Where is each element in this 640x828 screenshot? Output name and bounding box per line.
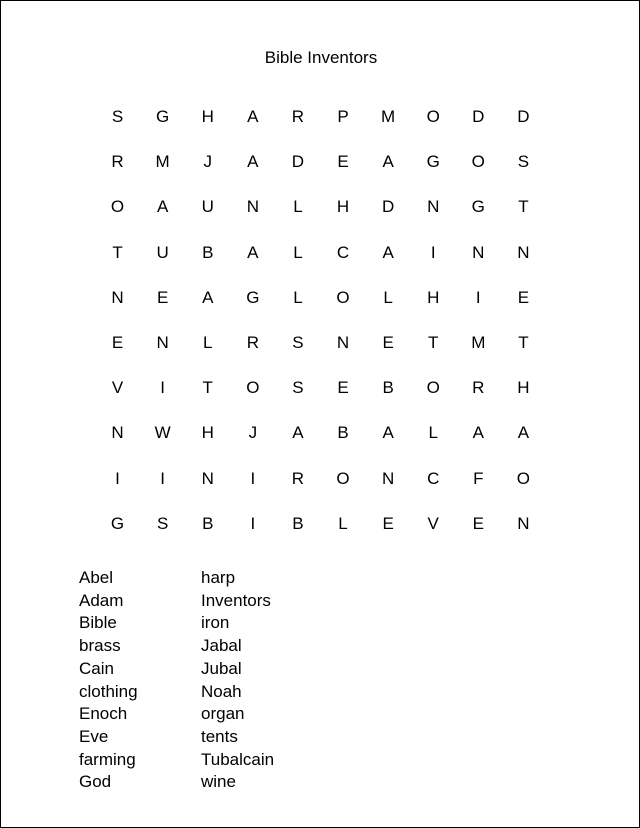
- word-list-item: God: [79, 772, 112, 792]
- grid-letter: N: [201, 468, 214, 488]
- word-list-item: Adam: [79, 590, 124, 610]
- grid-letter: J: [248, 423, 258, 443]
- grid-letter: D: [472, 107, 485, 126]
- grid-letter: C: [336, 242, 350, 262]
- word-list-item: Jubal: [201, 658, 242, 678]
- grid-letter: E: [517, 287, 530, 307]
- grid-letter: E: [382, 513, 394, 533]
- grid-letter: B: [202, 513, 214, 533]
- grid-letter: D: [291, 152, 305, 172]
- grid-letter: E: [382, 332, 394, 352]
- grid-letter: S: [111, 107, 124, 126]
- word-list-item: tents: [201, 726, 238, 746]
- word-list-column-1: [79, 567, 138, 794]
- grid-letter: S: [517, 152, 530, 172]
- grid-letter: A: [382, 242, 394, 262]
- grid-letter: L: [338, 513, 348, 533]
- grid-letter: D: [517, 107, 530, 126]
- grid-letter: E: [337, 152, 349, 172]
- word-list-column-2: [201, 567, 274, 794]
- grid-letter: E: [111, 332, 124, 352]
- word-list-item: Cain: [79, 658, 114, 678]
- grid-letter: E: [156, 287, 169, 307]
- word-list-item: Inventors: [201, 590, 271, 610]
- word-list-item: Abel: [79, 568, 114, 587]
- grid-letter: M: [155, 152, 170, 172]
- grid-letter: P: [337, 107, 349, 126]
- grid-letter: B: [202, 242, 214, 262]
- grid-letter: N: [336, 332, 350, 352]
- grid-letter: I: [250, 513, 256, 533]
- grid-letter: B: [337, 423, 349, 443]
- grid-letter: L: [293, 197, 303, 217]
- word-list-item: iron: [201, 613, 230, 633]
- word-list-item: Bible: [79, 613, 117, 633]
- grid-letter: H: [517, 378, 530, 398]
- grid-letter: H: [427, 287, 440, 307]
- grid-letter: I: [160, 468, 165, 488]
- grid-letter: A: [202, 287, 214, 307]
- grid-letter: H: [201, 423, 214, 443]
- grid-letter: L: [203, 332, 213, 352]
- grid-letter: W: [154, 423, 171, 443]
- grid-letter: A: [517, 423, 530, 443]
- grid-letter: I: [475, 287, 481, 307]
- grid-letter: O: [110, 197, 125, 217]
- word-list-item: clothing: [79, 681, 138, 701]
- grid-letter: S: [156, 513, 169, 533]
- grid-letter: E: [337, 378, 349, 398]
- grid-letter: N: [156, 332, 169, 352]
- grid-letter: O: [516, 468, 530, 488]
- grid-letter: R: [111, 152, 124, 172]
- word-list-item: Jabal: [201, 636, 242, 656]
- grid-letter: O: [336, 287, 350, 307]
- grid-letter: B: [382, 378, 394, 398]
- letter-grid: [95, 105, 546, 557]
- grid-letter: S: [292, 378, 304, 398]
- grid-letter: N: [517, 513, 530, 533]
- word-list-item: farming: [79, 749, 136, 769]
- word-list-item: Enoch: [79, 704, 128, 724]
- grid-letter: G: [471, 197, 485, 217]
- grid-letter: E: [472, 513, 484, 533]
- grid-letter: O: [471, 152, 485, 172]
- grid-letter: N: [381, 468, 395, 488]
- grid-letter: M: [381, 107, 396, 126]
- grid-letter: R: [472, 378, 485, 398]
- grid-letter: I: [160, 378, 165, 398]
- grid-letter: M: [471, 332, 486, 352]
- grid-letter: O: [246, 378, 260, 398]
- word-list-item: Noah: [201, 681, 242, 701]
- grid-letter: F: [473, 468, 484, 488]
- grid-letter: C: [427, 468, 440, 488]
- grid-letter: A: [247, 152, 259, 172]
- grid-letter: G: [110, 513, 125, 533]
- word-list-item: wine: [201, 772, 236, 792]
- grid-letter: S: [292, 332, 304, 352]
- grid-letter: V: [111, 378, 124, 398]
- grid-letter: L: [428, 423, 438, 443]
- word-list-item: harp: [201, 568, 236, 587]
- grid-letter: I: [115, 468, 120, 488]
- grid-letter: A: [382, 152, 394, 172]
- grid-letter: A: [156, 197, 169, 217]
- grid-letter: L: [383, 287, 393, 307]
- grid-letter: N: [517, 242, 530, 262]
- grid-letter: H: [201, 107, 214, 126]
- grid-letter: A: [292, 423, 304, 443]
- grid-letter: T: [518, 197, 529, 217]
- grid-letter: A: [247, 107, 259, 126]
- grid-letter: V: [427, 513, 439, 533]
- grid-letter: L: [293, 287, 303, 307]
- grid-letter: G: [156, 107, 170, 126]
- page-title: Bible Inventors: [264, 48, 378, 67]
- grid-letter: L: [293, 242, 303, 262]
- grid-letter: I: [430, 242, 436, 262]
- grid-letter: A: [472, 423, 484, 443]
- grid-letter: D: [381, 197, 395, 217]
- grid-letter: T: [428, 332, 439, 352]
- grid-letter: O: [426, 107, 440, 126]
- grid-letter: B: [292, 513, 304, 533]
- word-list-item: Eve: [79, 726, 109, 746]
- grid-letter: G: [246, 287, 260, 307]
- grid-letter: I: [250, 468, 256, 488]
- grid-letter: A: [247, 242, 259, 262]
- grid-letter: N: [472, 242, 485, 262]
- word-list-item: brass: [79, 636, 121, 656]
- grid-letter: J: [203, 152, 212, 172]
- grid-letter: T: [518, 332, 529, 352]
- grid-letter: N: [246, 197, 259, 217]
- grid-letter: N: [111, 423, 124, 443]
- grid-letter: G: [426, 152, 440, 172]
- grid-letter: O: [426, 378, 440, 398]
- grid-letter: T: [202, 378, 213, 398]
- grid-letter: N: [111, 287, 124, 307]
- grid-letter: T: [112, 242, 123, 262]
- word-list-item: Tubalcain: [201, 749, 275, 769]
- grid-letter: A: [382, 423, 394, 443]
- grid-letter: R: [291, 107, 305, 126]
- grid-letter: U: [201, 197, 214, 217]
- grid-letter: H: [336, 197, 350, 217]
- word-list-item: organ: [201, 704, 245, 724]
- grid-letter: N: [427, 197, 440, 217]
- grid-letter: R: [291, 468, 305, 488]
- grid-letter: O: [336, 468, 350, 488]
- grid-letter: R: [246, 332, 259, 352]
- grid-letter: U: [156, 242, 169, 262]
